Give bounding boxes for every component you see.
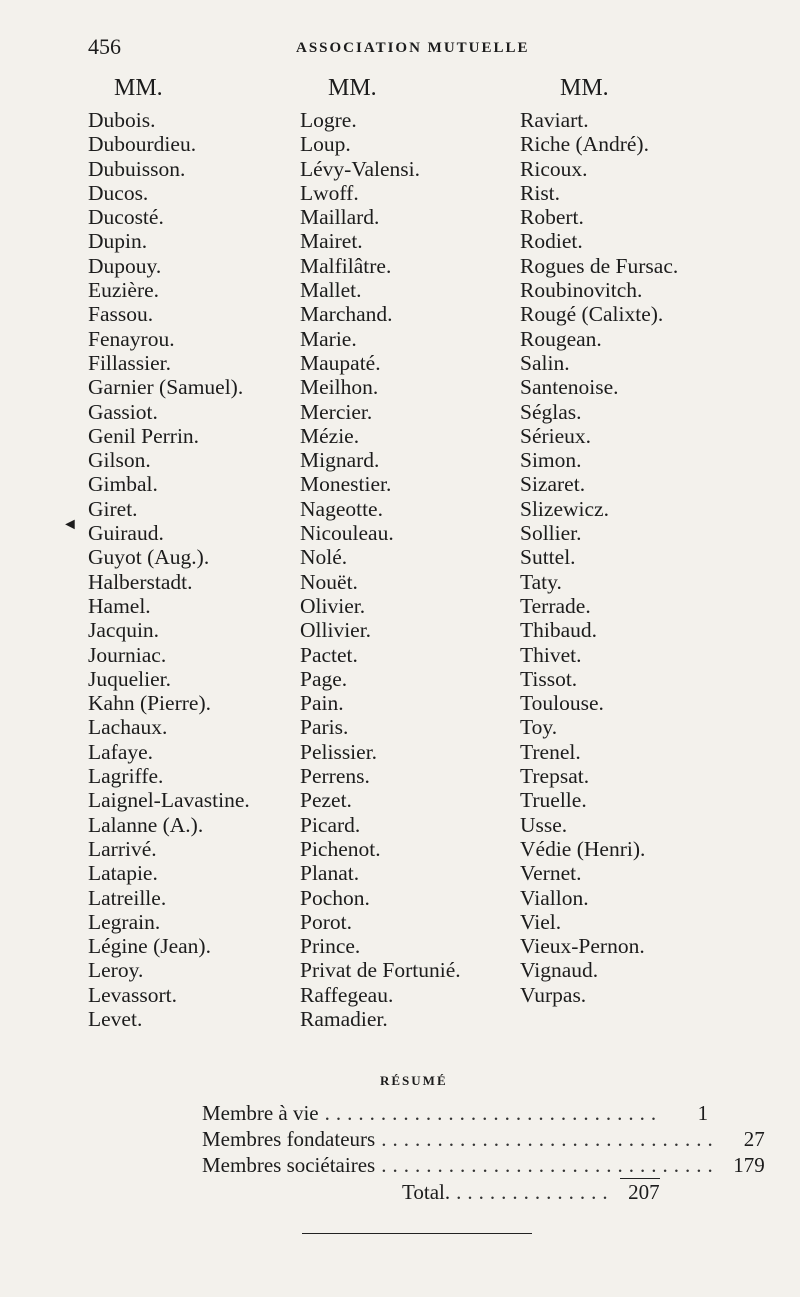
summary-value: 179 xyxy=(733,1153,765,1177)
leader-dots: .............................. xyxy=(324,1101,663,1125)
summary-label: Membres fondateurs xyxy=(202,1127,376,1151)
member-name: Lachaux. xyxy=(88,715,168,740)
member-name: Mézie. xyxy=(300,423,360,448)
member-name: Malfilâtre. xyxy=(300,253,392,278)
member-name: Leroy. xyxy=(88,958,144,983)
member-name: Roubinovitch. xyxy=(520,278,643,303)
member-name: Pactet. xyxy=(300,642,358,667)
summary-row xyxy=(202,1152,765,1178)
member-name: Journiac. xyxy=(88,642,167,667)
member-name: Nageotte. xyxy=(300,496,383,521)
member-name: Marie. xyxy=(300,326,357,351)
names-column-3 xyxy=(520,76,678,1007)
member-name: Latreille. xyxy=(88,885,167,910)
member-name: Gimbal. xyxy=(88,472,158,497)
member-name: Gassiot. xyxy=(88,399,158,424)
member-name: Mairet. xyxy=(300,229,363,254)
member-name: Légine (Jean). xyxy=(88,934,211,959)
member-name: Meilhon. xyxy=(300,375,379,400)
member-name: Viel. xyxy=(520,909,562,934)
leader-dots: .............................. xyxy=(381,1127,719,1151)
member-name: Ricoux. xyxy=(520,156,588,181)
member-name: Fassou. xyxy=(88,302,154,327)
member-name: Suttel. xyxy=(520,545,576,570)
member-name: Riche (André). xyxy=(520,132,649,157)
member-name: Rist. xyxy=(520,180,561,205)
names-column-2 xyxy=(300,76,461,1031)
member-name: Larrivé. xyxy=(88,836,157,861)
member-name: Sollier. xyxy=(520,521,582,546)
member-name: Gilson. xyxy=(88,448,151,473)
member-name: Page. xyxy=(300,666,348,691)
member-name: Rodiet. xyxy=(520,229,583,254)
member-name: Robert. xyxy=(520,205,584,230)
member-name: Mercier. xyxy=(300,399,373,424)
member-name: Santenoise. xyxy=(520,375,619,400)
member-name: Dubourdieu. xyxy=(88,132,197,157)
member-name: Usse. xyxy=(520,812,568,837)
member-name: Sizaret. xyxy=(520,472,586,497)
column-heading: MM. xyxy=(114,75,163,101)
member-name: Sérieux. xyxy=(520,423,592,448)
member-name: Raffegeau. xyxy=(300,982,394,1007)
member-name: Legrain. xyxy=(88,909,161,934)
summary-label: Membre à vie xyxy=(202,1101,319,1125)
member-name: Hamel. xyxy=(88,593,151,618)
column-heading: MM. xyxy=(328,75,377,101)
member-name: Giret. xyxy=(88,496,138,521)
member-name: Ducos. xyxy=(88,180,149,205)
member-name: Rougé (Calixte). xyxy=(520,302,664,327)
leader-dots: .............. xyxy=(456,1180,614,1204)
member-name: Porot. xyxy=(300,909,352,934)
member-name: Dupin. xyxy=(88,229,148,254)
member-name: Nouët. xyxy=(300,569,358,594)
member-name: Logre. xyxy=(300,108,357,132)
member-name: Lwoff. xyxy=(300,180,359,205)
member-name: Juquelier. xyxy=(88,666,171,691)
summary-title: RÉSUMÉ xyxy=(380,1073,448,1088)
member-name: Fillassier. xyxy=(88,350,172,375)
member-name: Jacquin. xyxy=(88,618,160,643)
member-name: Lévy-Valensi. xyxy=(300,156,421,181)
member-name: Picard. xyxy=(300,812,361,837)
member-name: Vernet. xyxy=(520,861,582,886)
member-name: Terrade. xyxy=(520,593,591,618)
total-value: 207 xyxy=(620,1178,660,1205)
member-name: Levet. xyxy=(88,1006,143,1031)
member-name: Thibaud. xyxy=(520,618,598,643)
member-name: Loup. xyxy=(300,132,351,157)
member-name: Trenel. xyxy=(520,739,581,764)
member-name: Garnier (Samuel). xyxy=(88,375,244,400)
member-name: Marchand. xyxy=(300,302,393,327)
member-name: Vignaud. xyxy=(520,958,599,983)
names-column-1 xyxy=(88,76,250,1031)
member-name: Dubois. xyxy=(88,108,156,132)
member-name: Vurpas. xyxy=(520,982,587,1007)
member-name: Viallon. xyxy=(520,885,589,910)
member-name: Planat. xyxy=(300,861,360,886)
member-name: Truelle. xyxy=(520,788,587,813)
member-name: Euzière. xyxy=(88,278,160,303)
member-name: Lalanne (A.). xyxy=(88,812,204,837)
member-name: Fenayrou. xyxy=(88,326,175,351)
member-name: Rougean. xyxy=(520,326,602,351)
member-name: Ramadier. xyxy=(300,1006,388,1031)
member-name: Ducosté. xyxy=(88,205,164,230)
member-name: Kahn (Pierre). xyxy=(88,691,211,716)
member-name: Védie (Henri). xyxy=(520,836,646,861)
member-name: Halberstadt. xyxy=(88,569,193,594)
bullet-mark: ◄ xyxy=(62,516,78,533)
member-name: Lafaye. xyxy=(88,739,154,764)
summary-total-row xyxy=(202,1178,660,1204)
summary-value: 27 xyxy=(743,1127,765,1151)
closing-rule xyxy=(302,1233,532,1234)
summary-value: 1 xyxy=(697,1101,709,1125)
member-name: Dupouy. xyxy=(88,253,162,278)
member-name: Maillard. xyxy=(300,205,380,230)
names-list xyxy=(300,108,461,1031)
member-name: Perrens. xyxy=(300,764,370,789)
member-name: Privat de Fortunié. xyxy=(300,958,461,983)
summary-table xyxy=(202,1100,765,1204)
member-name: Nicouleau. xyxy=(300,521,394,546)
member-name: Prince. xyxy=(300,934,361,959)
member-name: Dubuisson. xyxy=(88,156,186,181)
member-name: Slizewicz. xyxy=(520,496,609,521)
member-name: Taty. xyxy=(520,569,562,594)
names-list xyxy=(520,108,678,1007)
member-name: Pichenot. xyxy=(300,836,381,861)
summary-row xyxy=(202,1100,709,1126)
member-name: Latapie. xyxy=(88,861,158,886)
names-list xyxy=(88,108,250,1031)
page-number: 456 xyxy=(88,34,121,59)
running-title: ASSOCIATION MUTUELLE xyxy=(296,40,530,56)
member-name: Thivet. xyxy=(520,642,582,667)
member-name: Guyot (Aug.). xyxy=(88,545,210,570)
member-name: Nolé. xyxy=(300,545,348,570)
member-name: Mignard. xyxy=(300,448,380,473)
member-name: Paris. xyxy=(300,715,349,740)
member-name: Raviart. xyxy=(520,108,589,132)
member-name: Genil Perrin. xyxy=(88,423,200,448)
total-label: Total. xyxy=(402,1180,451,1204)
member-name: Toulouse. xyxy=(520,691,604,716)
member-name: Toy. xyxy=(520,715,558,740)
member-name: Vieux-Pernon. xyxy=(520,934,645,959)
member-name: Salin. xyxy=(520,350,570,375)
member-name: Olivier. xyxy=(300,593,366,618)
member-name: Levassort. xyxy=(88,982,177,1007)
member-name: Maupaté. xyxy=(300,350,381,375)
member-name: Guiraud. xyxy=(88,521,164,546)
member-name: Mallet. xyxy=(300,278,362,303)
member-name: Tissot. xyxy=(520,666,578,691)
summary-row xyxy=(202,1126,765,1152)
member-name: Monestier. xyxy=(300,472,392,497)
member-name: Trepsat. xyxy=(520,764,590,789)
member-name: Pain. xyxy=(300,691,344,716)
leader-dots: .............................. xyxy=(381,1153,719,1177)
member-name: Rogues de Fursac. xyxy=(520,253,679,278)
summary-label: Membres sociétaires xyxy=(202,1153,376,1177)
member-name: Laignel-Lavastine. xyxy=(88,788,250,813)
member-name: Séglas. xyxy=(520,399,582,424)
member-name: Ollivier. xyxy=(300,618,372,643)
member-name: Pelissier. xyxy=(300,739,378,764)
column-heading: MM. xyxy=(560,75,609,101)
member-name: Pochon. xyxy=(300,885,370,910)
member-name: Simon. xyxy=(520,448,582,473)
member-name: Pezet. xyxy=(300,788,352,813)
member-name: Lagriffe. xyxy=(88,764,164,789)
